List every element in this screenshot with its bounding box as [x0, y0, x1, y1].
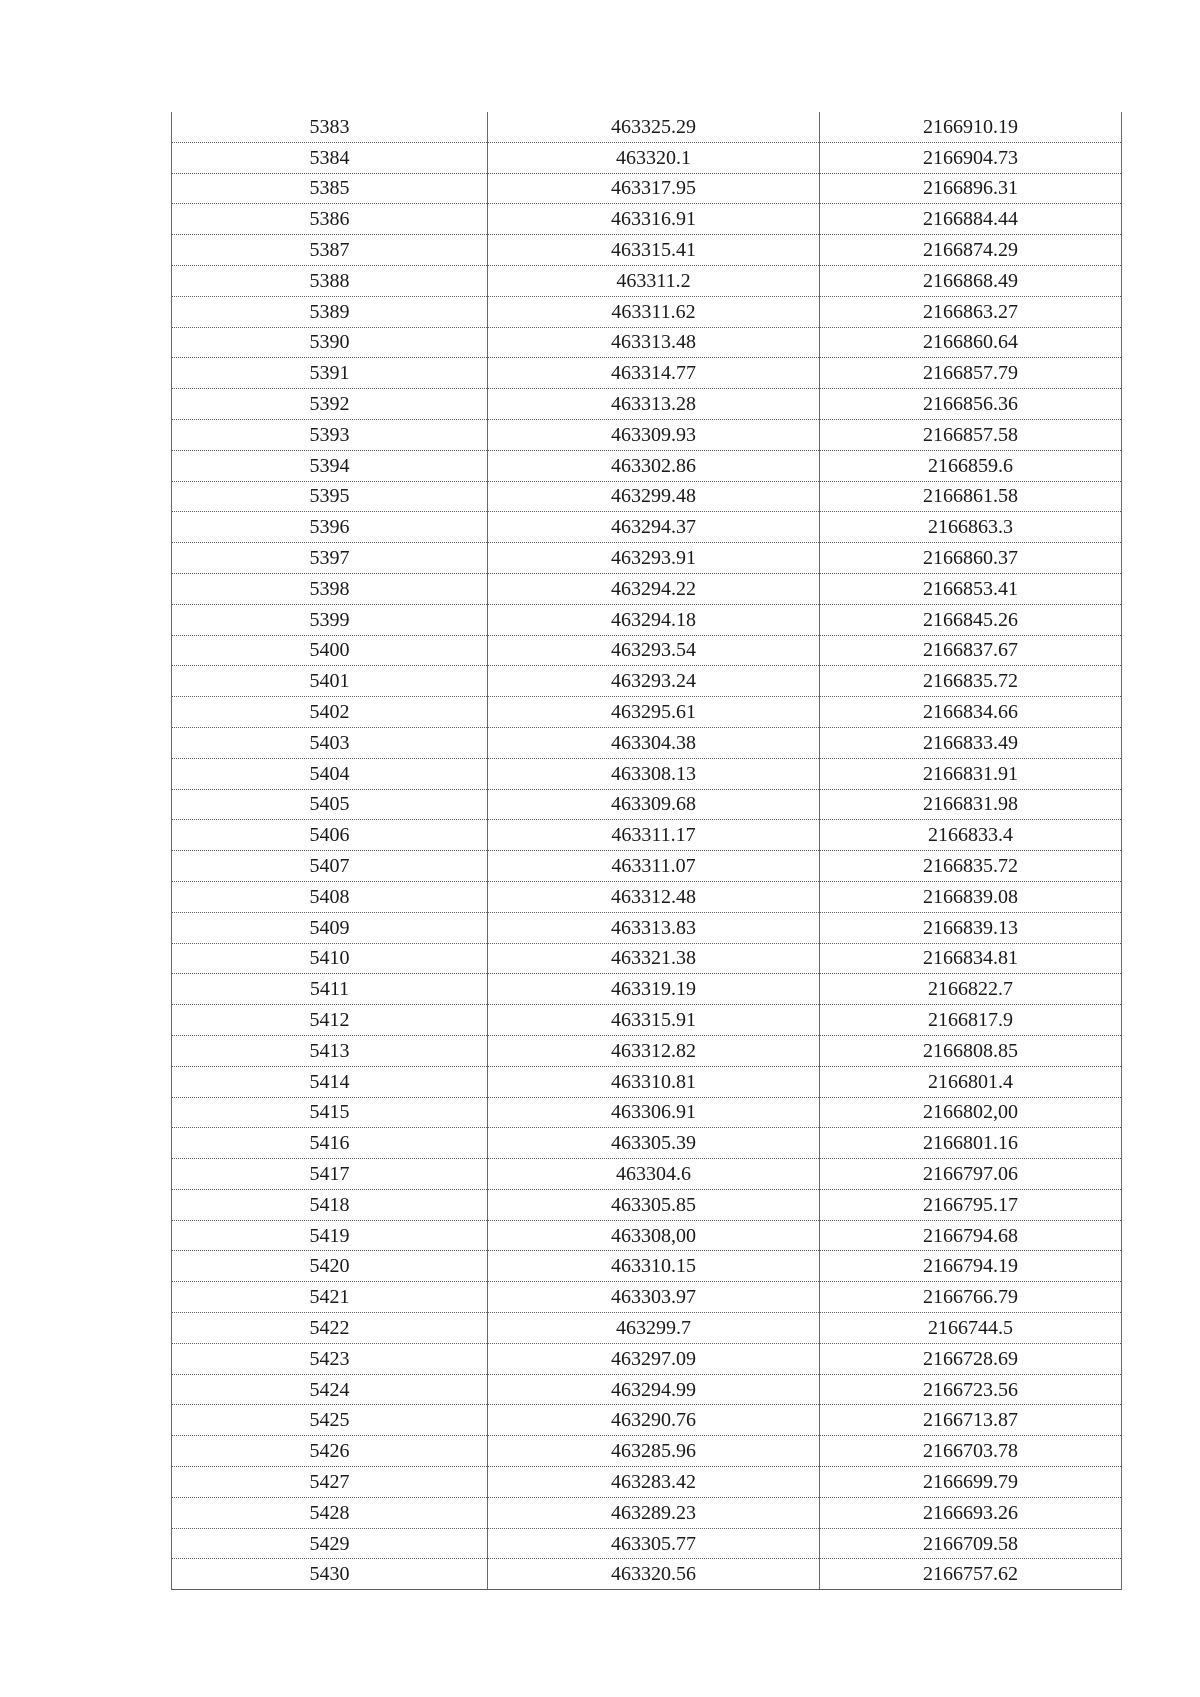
point-number-cell: 5429: [172, 1528, 488, 1559]
x-coordinate-cell: 463293.54: [488, 635, 820, 666]
table-row: [172, 1159, 1122, 1190]
point-number-cell: 5413: [172, 1035, 488, 1066]
table-row: [172, 1343, 1122, 1374]
point-number-cell: 5430: [172, 1559, 488, 1590]
point-number-cell: 5396: [172, 512, 488, 543]
x-coordinate-cell: 463311.2: [488, 265, 820, 296]
x-coordinate-cell: 463293.91: [488, 543, 820, 574]
y-coordinate-cell: 2166703.78: [820, 1436, 1122, 1467]
point-number-cell: 5420: [172, 1251, 488, 1282]
x-coordinate-cell: 463295.61: [488, 697, 820, 728]
point-number-cell: 5404: [172, 758, 488, 789]
table-row: [172, 512, 1122, 543]
point-number-cell: 5418: [172, 1189, 488, 1220]
table-row: [172, 1374, 1122, 1405]
point-number-cell: 5394: [172, 450, 488, 481]
table-row: [172, 112, 1122, 142]
x-coordinate-cell: 463303.97: [488, 1282, 820, 1313]
point-number-cell: 5417: [172, 1159, 488, 1190]
point-number-cell: 5383: [172, 112, 488, 142]
x-coordinate-cell: 463311.62: [488, 296, 820, 327]
point-number-cell: 5395: [172, 481, 488, 512]
table-row: [172, 666, 1122, 697]
point-number-cell: 5409: [172, 912, 488, 943]
y-coordinate-cell: 2166853.41: [820, 573, 1122, 604]
y-coordinate-cell: 2166839.13: [820, 912, 1122, 943]
y-coordinate-cell: 2166831.91: [820, 758, 1122, 789]
point-number-cell: 5400: [172, 635, 488, 666]
y-coordinate-cell: 2166868.49: [820, 265, 1122, 296]
y-coordinate-cell: 2166801.16: [820, 1128, 1122, 1159]
table-row: [172, 1467, 1122, 1498]
x-coordinate-cell: 463304.6: [488, 1159, 820, 1190]
point-number-cell: 5415: [172, 1097, 488, 1128]
y-coordinate-cell: 2166859.6: [820, 450, 1122, 481]
table-row: [172, 1097, 1122, 1128]
table-row: [172, 1005, 1122, 1036]
table-row: [172, 358, 1122, 389]
y-coordinate-cell: 2166728.69: [820, 1343, 1122, 1374]
point-number-cell: 5388: [172, 265, 488, 296]
point-number-cell: 5427: [172, 1467, 488, 1498]
point-number-cell: 5421: [172, 1282, 488, 1313]
x-coordinate-cell: 463312.48: [488, 881, 820, 912]
y-coordinate-cell: 2166833.49: [820, 727, 1122, 758]
table-row: [172, 1497, 1122, 1528]
table-row: [172, 697, 1122, 728]
point-number-cell: 5392: [172, 389, 488, 420]
x-coordinate-cell: 463297.09: [488, 1343, 820, 1374]
x-coordinate-cell: 463310.81: [488, 1066, 820, 1097]
table-row: [172, 943, 1122, 974]
x-coordinate-cell: 463320.1: [488, 142, 820, 173]
x-coordinate-cell: 463299.48: [488, 481, 820, 512]
point-number-cell: 5402: [172, 697, 488, 728]
table-row: [172, 450, 1122, 481]
table-row: [172, 604, 1122, 635]
table-row: [172, 727, 1122, 758]
point-number-cell: 5403: [172, 727, 488, 758]
table-row: [172, 1220, 1122, 1251]
point-number-cell: 5414: [172, 1066, 488, 1097]
point-number-cell: 5408: [172, 881, 488, 912]
y-coordinate-cell: 2166857.79: [820, 358, 1122, 389]
point-number-cell: 5386: [172, 204, 488, 235]
table-row: [172, 204, 1122, 235]
x-coordinate-cell: 463304.38: [488, 727, 820, 758]
point-number-cell: 5419: [172, 1220, 488, 1251]
y-coordinate-cell: 2166693.26: [820, 1497, 1122, 1528]
table-row: [172, 758, 1122, 789]
y-coordinate-cell: 2166766.79: [820, 1282, 1122, 1313]
y-coordinate-cell: 2166835.72: [820, 666, 1122, 697]
y-coordinate-cell: 2166802,00: [820, 1097, 1122, 1128]
point-number-cell: 5411: [172, 974, 488, 1005]
coordinates-table-body: [172, 112, 1122, 1590]
point-number-cell: 5407: [172, 851, 488, 882]
x-coordinate-cell: 463299.7: [488, 1313, 820, 1344]
point-number-cell: 5399: [172, 604, 488, 635]
x-coordinate-cell: 463310.15: [488, 1251, 820, 1282]
y-coordinate-cell: 2166860.37: [820, 543, 1122, 574]
x-coordinate-cell: 463325.29: [488, 112, 820, 142]
x-coordinate-cell: 463285.96: [488, 1436, 820, 1467]
x-coordinate-cell: 463315.41: [488, 235, 820, 266]
x-coordinate-cell: 463320.56: [488, 1559, 820, 1590]
table-row: [172, 481, 1122, 512]
y-coordinate-cell: 2166699.79: [820, 1467, 1122, 1498]
table-row: [172, 881, 1122, 912]
y-coordinate-cell: 2166904.73: [820, 142, 1122, 173]
y-coordinate-cell: 2166794.19: [820, 1251, 1122, 1282]
y-coordinate-cell: 2166833.4: [820, 820, 1122, 851]
y-coordinate-cell: 2166863.27: [820, 296, 1122, 327]
point-number-cell: 5406: [172, 820, 488, 851]
x-coordinate-cell: 463317.95: [488, 173, 820, 204]
x-coordinate-cell: 463283.42: [488, 1467, 820, 1498]
point-number-cell: 5398: [172, 573, 488, 604]
y-coordinate-cell: 2166723.56: [820, 1374, 1122, 1405]
table-row: [172, 235, 1122, 266]
table-row: [172, 1559, 1122, 1590]
point-number-cell: 5391: [172, 358, 488, 389]
point-number-cell: 5416: [172, 1128, 488, 1159]
y-coordinate-cell: 2166808.85: [820, 1035, 1122, 1066]
table-row: [172, 142, 1122, 173]
y-coordinate-cell: 2166797.06: [820, 1159, 1122, 1190]
point-number-cell: 5426: [172, 1436, 488, 1467]
y-coordinate-cell: 2166837.67: [820, 635, 1122, 666]
table-row: [172, 820, 1122, 851]
point-number-cell: 5425: [172, 1405, 488, 1436]
y-coordinate-cell: 2166845.26: [820, 604, 1122, 635]
x-coordinate-cell: 463321.38: [488, 943, 820, 974]
point-number-cell: 5423: [172, 1343, 488, 1374]
x-coordinate-cell: 463314.77: [488, 358, 820, 389]
x-coordinate-cell: 463305.39: [488, 1128, 820, 1159]
x-coordinate-cell: 463294.22: [488, 573, 820, 604]
y-coordinate-cell: 2166884.44: [820, 204, 1122, 235]
y-coordinate-cell: 2166910.19: [820, 112, 1122, 142]
y-coordinate-cell: 2166860.64: [820, 327, 1122, 358]
x-coordinate-cell: 463311.17: [488, 820, 820, 851]
x-coordinate-cell: 463312.82: [488, 1035, 820, 1066]
y-coordinate-cell: 2166874.29: [820, 235, 1122, 266]
x-coordinate-cell: 463313.48: [488, 327, 820, 358]
x-coordinate-cell: 463306.91: [488, 1097, 820, 1128]
x-coordinate-cell: 463305.77: [488, 1528, 820, 1559]
y-coordinate-cell: 2166834.66: [820, 697, 1122, 728]
y-coordinate-cell: 2166794.68: [820, 1220, 1122, 1251]
table-row: [172, 327, 1122, 358]
y-coordinate-cell: 2166857.58: [820, 419, 1122, 450]
x-coordinate-cell: 463313.83: [488, 912, 820, 943]
y-coordinate-cell: 2166801.4: [820, 1066, 1122, 1097]
x-coordinate-cell: 463290.76: [488, 1405, 820, 1436]
point-number-cell: 5397: [172, 543, 488, 574]
point-number-cell: 5389: [172, 296, 488, 327]
point-number-cell: 5422: [172, 1313, 488, 1344]
y-coordinate-cell: 2166709.58: [820, 1528, 1122, 1559]
x-coordinate-cell: 463294.37: [488, 512, 820, 543]
point-number-cell: 5401: [172, 666, 488, 697]
y-coordinate-cell: 2166896.31: [820, 173, 1122, 204]
point-number-cell: 5410: [172, 943, 488, 974]
x-coordinate-cell: 463309.68: [488, 789, 820, 820]
table-row: [172, 635, 1122, 666]
point-number-cell: 5405: [172, 789, 488, 820]
x-coordinate-cell: 463293.24: [488, 666, 820, 697]
table-row: [172, 573, 1122, 604]
table-row: [172, 1035, 1122, 1066]
table-row: [172, 1189, 1122, 1220]
table-row: [172, 1313, 1122, 1344]
x-coordinate-cell: 463294.99: [488, 1374, 820, 1405]
table-row: [172, 974, 1122, 1005]
table-row: [172, 173, 1122, 204]
table-row: [172, 1436, 1122, 1467]
point-number-cell: 5390: [172, 327, 488, 358]
y-coordinate-cell: 2166835.72: [820, 851, 1122, 882]
point-number-cell: 5387: [172, 235, 488, 266]
table-row: [172, 1405, 1122, 1436]
x-coordinate-cell: 463302.86: [488, 450, 820, 481]
table-row: [172, 296, 1122, 327]
y-coordinate-cell: 2166817.9: [820, 1005, 1122, 1036]
x-coordinate-cell: 463316.91: [488, 204, 820, 235]
x-coordinate-cell: 463294.18: [488, 604, 820, 635]
x-coordinate-cell: 463308.13: [488, 758, 820, 789]
x-coordinate-cell: 463309.93: [488, 419, 820, 450]
y-coordinate-cell: 2166856.36: [820, 389, 1122, 420]
point-number-cell: 5424: [172, 1374, 488, 1405]
y-coordinate-cell: 2166744.5: [820, 1313, 1122, 1344]
table-row: [172, 789, 1122, 820]
point-number-cell: 5384: [172, 142, 488, 173]
x-coordinate-cell: 463319.19: [488, 974, 820, 1005]
table-row: [172, 543, 1122, 574]
y-coordinate-cell: 2166834.81: [820, 943, 1122, 974]
table-row: [172, 912, 1122, 943]
x-coordinate-cell: 463315.91: [488, 1005, 820, 1036]
table-row: [172, 389, 1122, 420]
table-row: [172, 1251, 1122, 1282]
table-row: [172, 851, 1122, 882]
coordinates-table: [171, 112, 1122, 1590]
point-number-cell: 5428: [172, 1497, 488, 1528]
point-number-cell: 5393: [172, 419, 488, 450]
table-row: [172, 1528, 1122, 1559]
y-coordinate-cell: 2166795.17: [820, 1189, 1122, 1220]
y-coordinate-cell: 2166713.87: [820, 1405, 1122, 1436]
x-coordinate-cell: 463308,00: [488, 1220, 820, 1251]
table-row: [172, 1282, 1122, 1313]
y-coordinate-cell: 2166863.3: [820, 512, 1122, 543]
table-row: [172, 419, 1122, 450]
y-coordinate-cell: 2166839.08: [820, 881, 1122, 912]
table-row: [172, 265, 1122, 296]
x-coordinate-cell: 463305.85: [488, 1189, 820, 1220]
x-coordinate-cell: 463313.28: [488, 389, 820, 420]
table-row: [172, 1066, 1122, 1097]
y-coordinate-cell: 2166757.62: [820, 1559, 1122, 1590]
y-coordinate-cell: 2166831.98: [820, 789, 1122, 820]
x-coordinate-cell: 463289.23: [488, 1497, 820, 1528]
x-coordinate-cell: 463311.07: [488, 851, 820, 882]
point-number-cell: 5385: [172, 173, 488, 204]
point-number-cell: 5412: [172, 1005, 488, 1036]
table-row: [172, 1128, 1122, 1159]
y-coordinate-cell: 2166822.7: [820, 974, 1122, 1005]
y-coordinate-cell: 2166861.58: [820, 481, 1122, 512]
